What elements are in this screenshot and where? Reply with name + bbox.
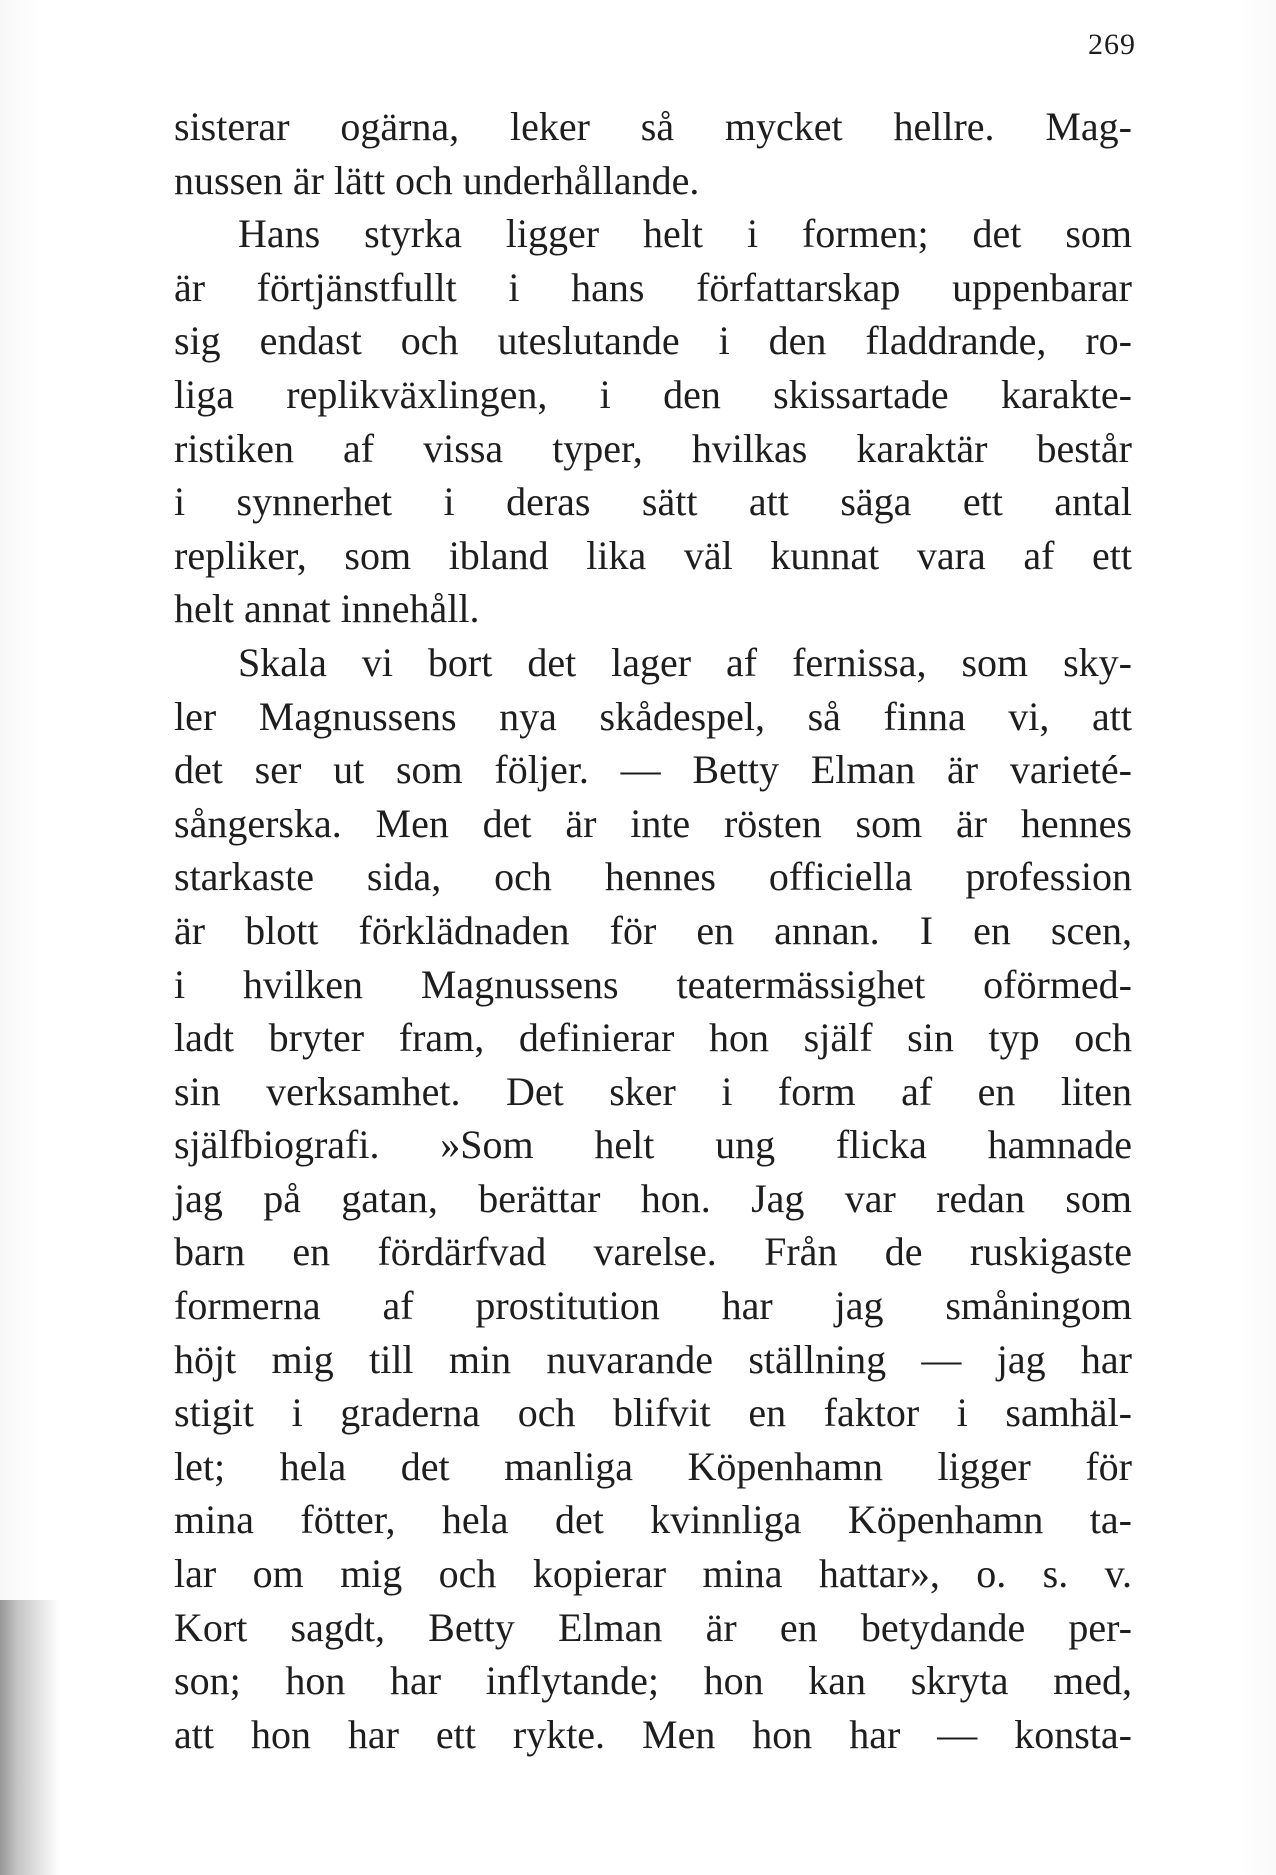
text-line: starkaste sida, och hennes officiella profession	[174, 854, 1132, 900]
text-line: är blott förklädnaden för en annan. I en scen,	[174, 907, 1132, 953]
text-line: ler Magnussens nya skådespel, så finna vi, att	[174, 693, 1132, 739]
text-line: formerna af prostitution har jag småningom	[174, 1283, 1132, 1329]
text-line: Hans styrka ligger helt i formen; det som	[238, 211, 1132, 257]
text-line: ristiken af vissa typer, hvilkas karaktär består	[174, 425, 1132, 471]
text-line: i hvilken Magnussens teatermässighet oförmed-	[174, 961, 1132, 1007]
text-line: stigit i graderna och blifvit en faktor i samhäl-	[174, 1390, 1132, 1436]
text-line: sin verksamhet. Det sker i form af en liten	[174, 1068, 1132, 1114]
text-line: nussen är lätt och underhållande.	[174, 157, 700, 203]
text-line: höjt mig till min nuvarande ställning — jag har	[174, 1336, 1132, 1382]
binding-shadow	[0, 1600, 60, 1875]
text-line: repliker, som ibland lika väl kunnat vara af ett	[174, 532, 1132, 578]
text-line: är förtjänstfullt i hans författarskap uppenbarar	[174, 264, 1132, 310]
page-number: 269	[1088, 28, 1136, 61]
text-line: helt annat innehåll.	[174, 586, 480, 632]
text-line: jag på gatan, berättar hon. Jag var redan som	[174, 1175, 1132, 1221]
text-line: att hon har ett rykte. Men hon har — konsta-	[174, 1711, 1132, 1757]
text-line: Kort sagdt, Betty Elman är en betydande per-	[174, 1604, 1132, 1650]
text-line: Skala vi bort det lager af fernissa, som sky-	[238, 639, 1132, 685]
text-line: son; hon har inflytande; hon kan skryta med,	[174, 1658, 1132, 1704]
text-line: det ser ut som följer. — Betty Elman är varieté-	[174, 747, 1132, 793]
text-line: sisterar ogärna, leker så mycket hellre. Mag-	[174, 104, 1132, 149]
text-line: sig endast och uteslutande i den fladdrande, ro-	[174, 318, 1132, 364]
text-line: ladt bryter fram, definierar hon själf sin typ och	[174, 1015, 1132, 1061]
text-line: let; hela det manliga Köpenhamn ligger för	[174, 1443, 1132, 1489]
text-line: själfbiografi. »Som helt ung flicka hamnade	[174, 1122, 1132, 1168]
text-line: barn en fördärfvad varelse. Från de ruskigaste	[174, 1229, 1132, 1275]
text-line: i synnerhet i deras sätt att säga ett antal	[174, 479, 1132, 525]
body-text	[174, 100, 1132, 1761]
text-line: lar om mig och kopierar mina hattar», o. s. v.	[174, 1551, 1132, 1597]
text-line: sångerska. Men det är inte rösten som är hennes	[174, 800, 1132, 846]
text-line: mina fötter, hela det kvinnliga Köpenhamn ta-	[174, 1497, 1132, 1543]
text-line: liga replikväxlingen, i den skissartade karakte-	[174, 371, 1132, 417]
